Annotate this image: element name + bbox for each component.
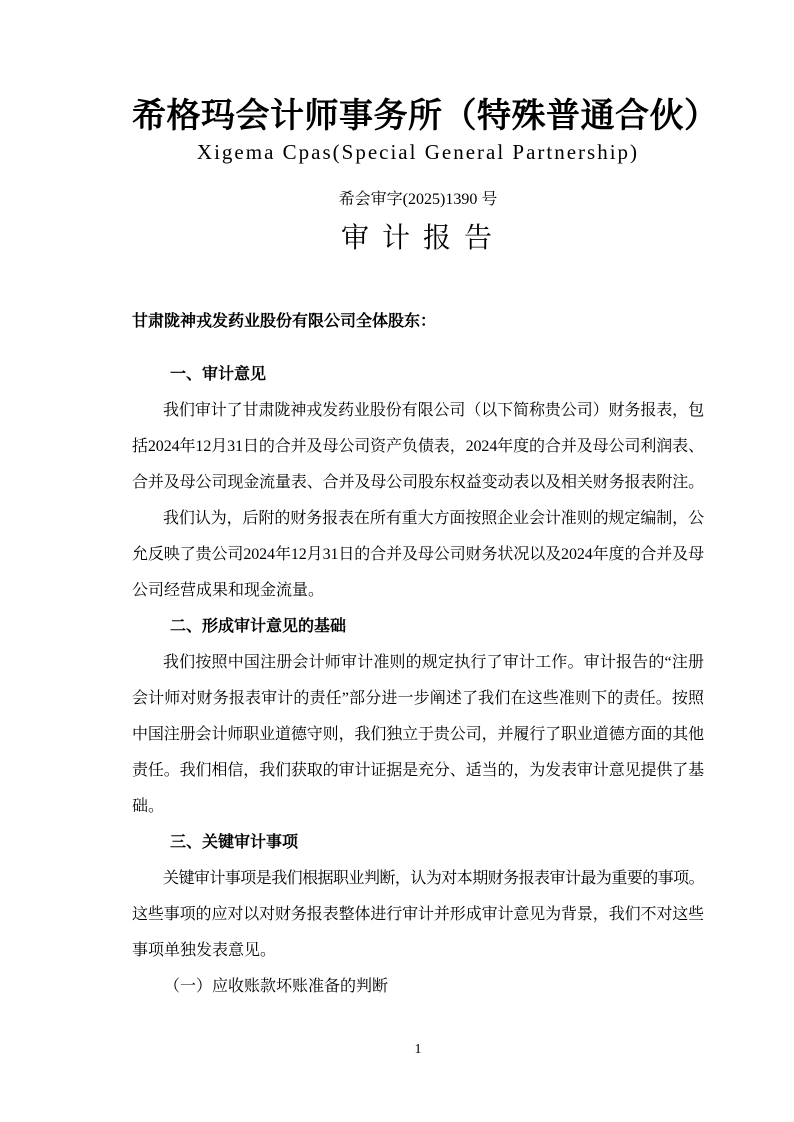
report-header (132, 0, 719, 260)
firm-name-chinese: 希格玛会计师事务所（特殊普通合伙） (132, 98, 719, 135)
document-number: 希会审字(2025)1390 号 (338, 191, 498, 208)
paragraph-line: 我们认为，后附的财务报表在所有重大方面按照企业会计准则的规定编制，公 (163, 510, 704, 527)
paragraph-line: 允反映了贵公司2024年12月31日的合并及母公司财务状况以及2024年度的合并及母 (132, 546, 704, 563)
paragraph (132, 645, 704, 825)
page-content (132, 0, 719, 1005)
salutation-line: 甘肃陇神戎发药业股份有限公司全体股东： (132, 313, 437, 330)
paragraph-line: 事项单独发表意见。 (132, 942, 277, 959)
section-heading: 二、形成审计意见的基础 (170, 618, 347, 635)
page-number: 1 (414, 1042, 422, 1057)
paragraph (132, 393, 704, 501)
paragraph-line: 公司经营成果和现金流量。 (132, 582, 325, 599)
report-title: 审 计 报 告 (340, 223, 495, 254)
paragraph-line: 我们按照中国注册会计师审计准则的规定执行了审计工作。审计报告的“注册 (163, 654, 704, 671)
sections-container (132, 357, 704, 1005)
paragraph-line: 合并及母公司现金流量表、合并及母公司股东权益变动表以及相关财务报表附注。 (132, 474, 704, 491)
paragraph-line: 会计师对财务报表审计的责任”部分进一步阐述了我们在这些准则下的责任。按照 (132, 690, 704, 707)
section-heading: 一、审计意见 (170, 366, 267, 383)
section-heading: 三、关键审计事项 (170, 834, 299, 851)
paragraph (132, 501, 704, 609)
firm-name-english: Xigema Cpas(Special General Partnership) (196, 140, 640, 164)
paragraph-line: 责任。我们相信，我们获取的审计证据是充分、适当的，为发表审计意见提供了基 (132, 762, 704, 779)
paragraph-line: 关键审计事项是我们根据职业判断，认为对本期财务报表审计最为重要的事项。 (163, 870, 704, 887)
section-subheading: （一）应收账款坏账准备的判断 (164, 978, 389, 995)
paragraph-line: 这些事项的应对以对财务报表整体进行审计并形成审计意见为背景，我们不对这些 (132, 906, 704, 923)
paragraph-line: 础。 (132, 798, 165, 815)
paragraph-line: 我们审计了甘肃陇神戎发药业股份有限公司（以下简称贵公司）财务报表，包 (163, 402, 704, 419)
paragraph (132, 861, 704, 969)
paragraph-line: 括2024年12月31日的合并及母公司资产负债表，2024年度的合并及母公司利润表、 (132, 438, 704, 455)
paragraph-line: 中国注册会计师职业道德守则，我们独立于贵公司，并履行了职业道德方面的其他 (132, 726, 704, 743)
